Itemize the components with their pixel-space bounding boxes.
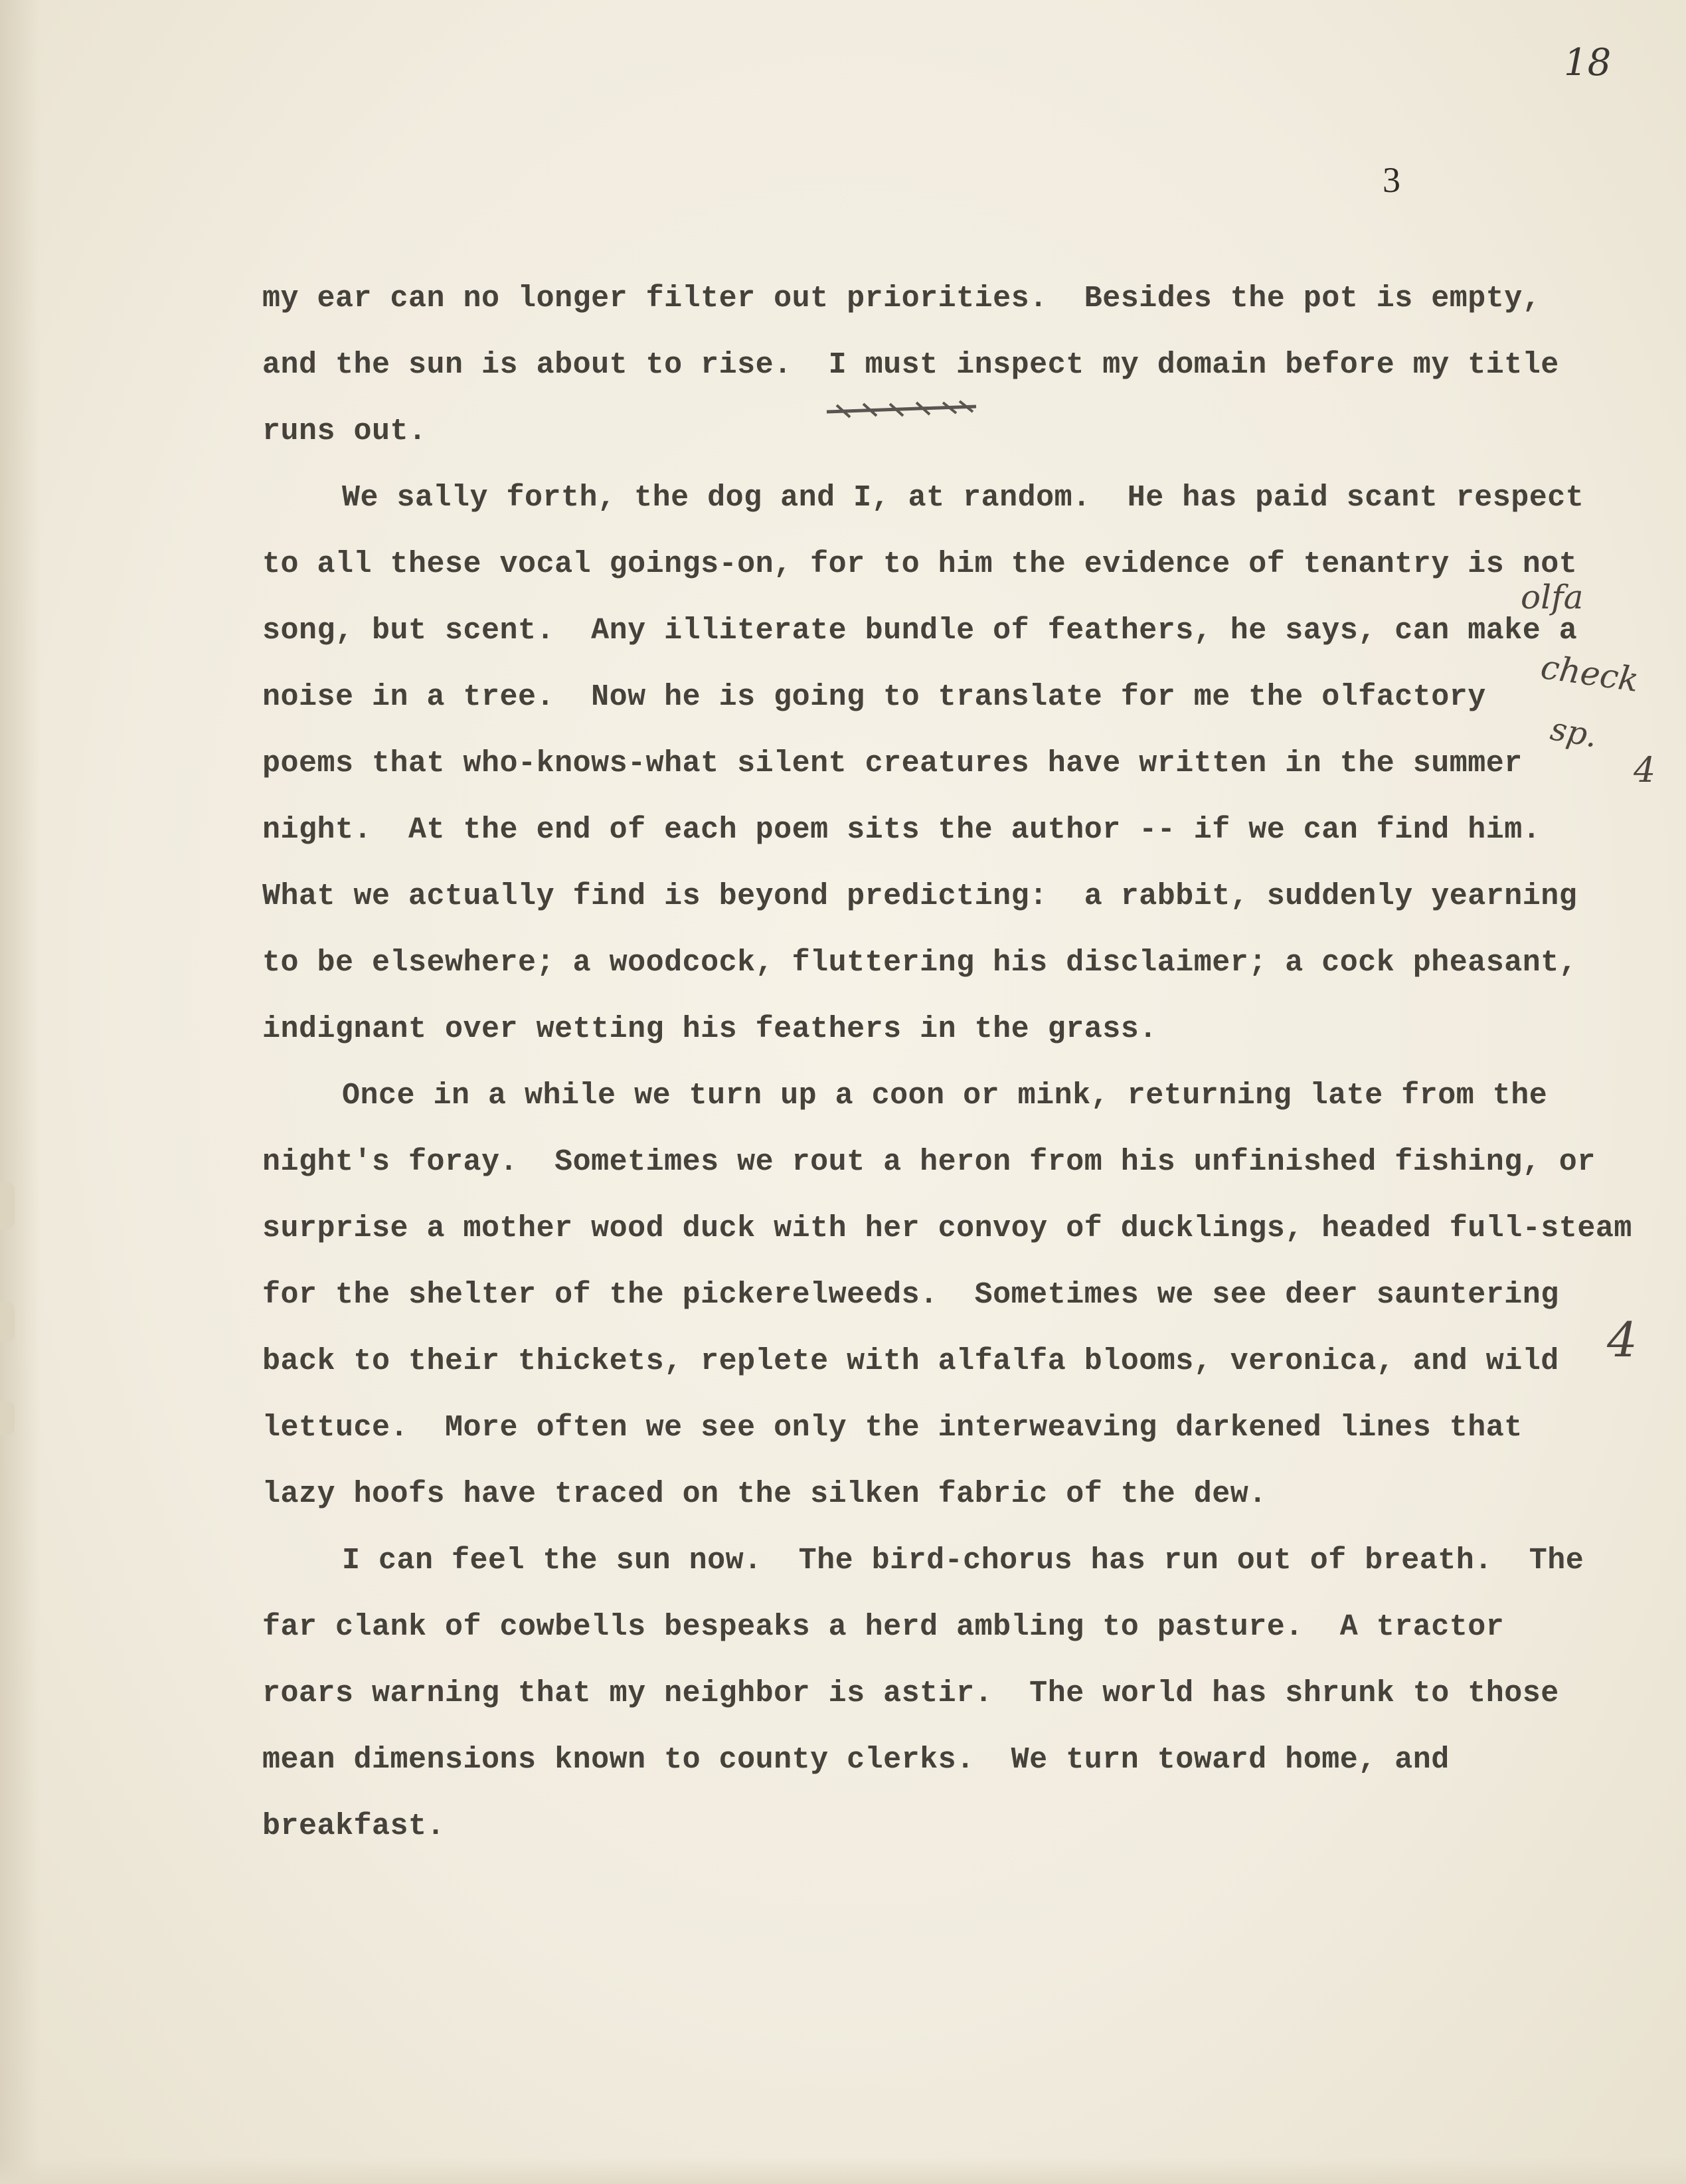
text-line: lazy hoofs have traced on the silken fabric of the dew. (262, 1477, 1267, 1511)
text-line: song, but scent. Any illiterate bundle of feathers, he says, can make a (262, 614, 1578, 648)
text-line: my ear can no longer filter out priorities. Besides the pot is empty, (262, 282, 1541, 316)
page-number: 3 (1383, 160, 1400, 200)
text-line: poems that who-knows-what silent creatures have written in the summer (262, 747, 1523, 780)
text-line: for the shelter of the pickerelweeds. Sometimes we see deer sauntering (262, 1278, 1559, 1312)
text-line: night's foray. Sometimes we rout a heron from his unfinished fishing, or (262, 1145, 1596, 1179)
text-line: What we actually find is beyond predicting: a rabbit, suddenly yearning (262, 879, 1578, 913)
margin-note-line-3: sp. (1547, 710, 1600, 755)
bottom-edge-shadow (0, 2157, 1686, 2184)
text-line: We sally forth, the dog and I, at random. He has paid scant respect (342, 481, 1584, 515)
text-line: night. At the end of each poem sits the author -- if we can find him. (262, 813, 1541, 847)
text-line: Once in a while we turn up a coon or mink, returning late from the (342, 1079, 1548, 1113)
text-line: to be elsewhere; a woodcock, fluttering his disclaimer; a cock pheasant, (262, 946, 1578, 980)
edge-tear (0, 1182, 15, 1229)
text-line: to all these vocal goings-on, for to him the evidence of tenantry is not (262, 547, 1578, 581)
text-line: runs out. (262, 414, 427, 448)
text-line: lettuce. More often we see only the interweaving darkened lines that (262, 1411, 1523, 1445)
edge-tear (0, 1402, 15, 1435)
text-line: mean dimensions known to county clerks. We turn toward home, and (262, 1743, 1450, 1777)
edge-tear (0, 1302, 15, 1342)
text-line: roars warning that my neighbor is astir. The world has shrunk to those (262, 1677, 1559, 1710)
margin-side-number: 4 (1607, 1312, 1638, 1368)
margin-note-line-2: check (1538, 647, 1642, 700)
text-line: surprise a mother wood duck with her convoy of ducklings, headed full-steam (262, 1212, 1632, 1245)
text-line: back to their thickets, replete with alfalfa blooms, veronica, and wild (262, 1344, 1559, 1378)
text-line: indignant over wetting his feathers in the grass. (262, 1012, 1157, 1046)
text-line: noise in a tree. Now he is going to translate for me the olfactory (262, 680, 1486, 714)
text-line: and the sun is about to rise. I must inspect my domain before my title (262, 348, 1559, 382)
margin-note-number: 4 (1634, 751, 1656, 790)
corner-number: 18 (1564, 41, 1612, 84)
left-edge-shadow (0, 0, 40, 2184)
margin-note-line-1: olfa (1521, 578, 1584, 616)
text-line: breakfast. (262, 1809, 446, 1843)
text-line: far clank of cowbells bespeaks a herd ambling to pasture. A tractor (262, 1610, 1505, 1644)
text-line: I can feel the sun now. The bird-chorus has run out of breath. The (342, 1544, 1584, 1578)
